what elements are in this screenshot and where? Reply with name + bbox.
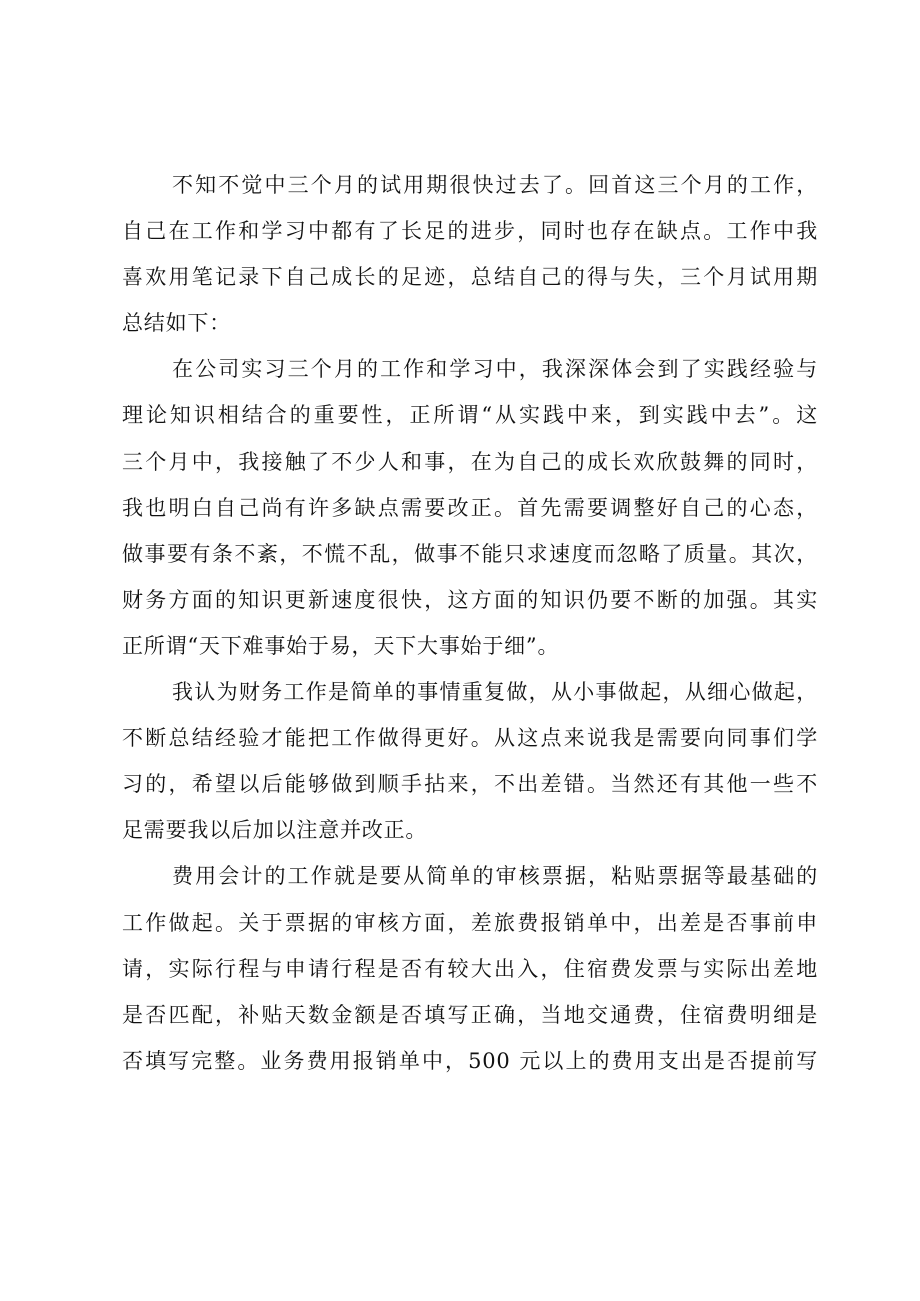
text-line: 喜欢用笔记录下自己成长的足迹，总结自己的得与失，三个月试用期 [122,265,818,290]
text-line: 足需要我以后加以注意并改正。 [122,818,428,843]
text-line: 请，实际行程与申请行程是否有较大出入，住宿费发票与实际出差地 [122,956,818,981]
text-line: 我也明白自己尚有许多缺点需要改正。首先需要调整好自己的心态， [122,495,818,520]
document-body [122,162,818,1084]
text-line: 习的，希望以后能够做到顺手拈来，不出差错。当然还有其他一些不 [122,772,818,797]
text-line: 不断总结经验才能把工作做得更好。从这点来说我是需要向同事们学 [122,726,818,751]
text-line: 三个月中，我接触了不少人和事，在为自己的成长欢欣鼓舞的同时， [122,449,818,474]
text-line: 总结如下： [122,311,231,336]
text-line: 正所谓“天下难事始于易，天下大事始于细”。 [122,633,560,658]
text-line: 财务方面的知识更新速度很快，这方面的知识仍要不断的加强。其实 [122,587,818,612]
text-line: 是否匹配，补贴天数金额是否填写正确，当地交通费，住宿费明细是 [122,1002,818,1027]
text-line: 费用会计的工作就是要从简单的审核票据，粘贴票据等最基础的 [172,864,818,889]
text-line: 理论知识相结合的重要性，正所谓“从实践中来，到实践中去”。这 [122,403,818,428]
text-line: 不知不觉中三个月的试用期很快过去了。回首这三个月的工作， [172,173,818,197]
text-line: 自己在工作和学习中都有了长足的进步，同时也存在缺点。工作中我 [122,219,818,244]
text-line: 否填写完整。业务费用报销单中，500 元以上的费用支出是否提前写 [122,1048,818,1073]
text-line: 在公司实习三个月的工作和学习中，我深深体会到了实践经验与 [172,357,818,382]
text-line: 做事要有条不紊，不慌不乱，做事不能只求速度而忽略了质量。其次， [122,541,818,566]
text-line: 工作做起。关于票据的审核方面，差旅费报销单中，出差是否事前申 [122,910,818,935]
text-line: 我认为财务工作是简单的事情重复做，从小事做起，从细心做起， [172,680,818,705]
